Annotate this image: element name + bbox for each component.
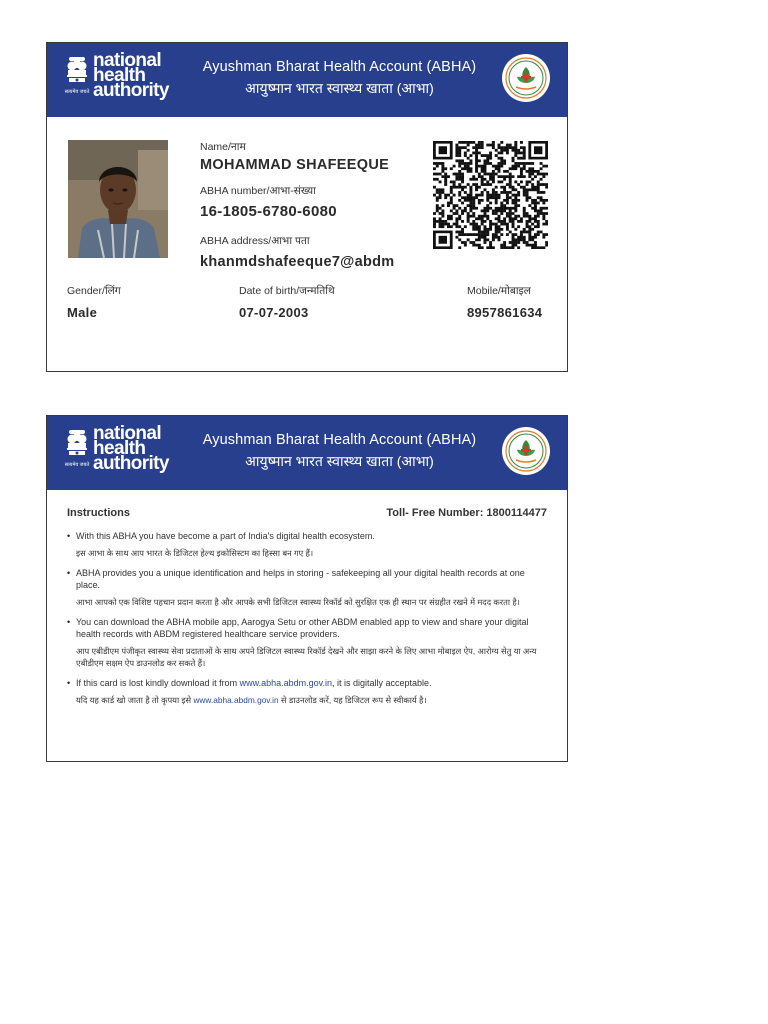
instruction-item	[67, 567, 537, 608]
header-title-hi: आयुष्मान भारत स्वास्थ्य खाता (आभा)	[245, 80, 434, 96]
bullet-icon: •	[67, 568, 71, 578]
national-emblem-icon	[63, 428, 91, 472]
nha-line-1: national	[93, 423, 162, 444]
nha-line-3: authority	[93, 80, 169, 101]
abdm-logo-icon	[501, 53, 551, 103]
bullet-icon: •	[67, 678, 71, 688]
emblem-motto: सत्यमेव जयते	[64, 462, 90, 468]
name-value: MOHAMMAD SHAFEEQUE	[200, 157, 390, 173]
instruction-hi: इस आभा के साथ आप भारत के डिजिटल हेल्थ इकोसिस्टम का हिस्सा बन गए हैं।	[76, 548, 314, 558]
abha-card-front	[46, 42, 568, 372]
name-label: Name/नाम	[200, 141, 246, 153]
header-title-en: Ayushman Bharat Health Account (ABHA)	[202, 432, 477, 448]
national-emblem-icon	[63, 55, 91, 99]
instruction-en	[76, 677, 537, 689]
dob-value: 07-07-2003	[239, 305, 309, 320]
nha-line-2: health	[93, 65, 146, 86]
instruction-item	[67, 616, 537, 669]
gender-value: Male	[67, 305, 98, 320]
card-header	[47, 43, 567, 117]
instruction-text: से डाउनलोड करें, यह डिजिटल रूप से स्वीकार्य है।	[278, 695, 427, 705]
instruction-item	[67, 677, 537, 706]
nha-line-2: health	[93, 438, 146, 459]
dob-label: Date of birth/जन्मतिथि	[239, 285, 335, 297]
instruction-hi	[76, 694, 537, 706]
abha-card-back	[46, 415, 568, 762]
header-title-hi: आयुष्मान भारत स्वास्थ्य खाता (आभा)	[245, 453, 434, 469]
card-header	[47, 416, 567, 490]
emblem-motto: सत्यमेव जयते	[64, 89, 90, 95]
instructions-title: Instructions	[67, 507, 130, 519]
gender-label: Gender/लिंग	[67, 285, 121, 297]
qr-code[interactable]	[433, 141, 548, 249]
nha-line-3: authority	[93, 453, 169, 474]
abha-address-value: khanmdshafeeque7@abdm	[200, 254, 395, 270]
instruction-text: , it is digitally acceptable.	[331, 678, 432, 688]
bullet-icon: •	[67, 617, 71, 627]
header-title-en: Ayushman Bharat Health Account (ABHA)	[202, 59, 477, 75]
instruction-item	[67, 530, 537, 559]
bullet-icon: •	[67, 531, 71, 541]
abha-address-label: ABHA address/आभा पता	[200, 235, 310, 247]
header-title	[187, 430, 492, 472]
instruction-hi: आप एबीडीएम पंजीकृत स्वास्थ्य सेवा प्रदाताओं के साथ अपने डिजिटल स्वास्थ्य रिकॉर्ड देखने और साझा करने के लिए आभा मोबाइल ऐप, आरोग्य सेतु या अन्य एबीडीएम सक्षम ऐप डाउनलोड कर सकते हैं।	[76, 646, 537, 668]
instruction-hi: आभा आपको एक विशिष्ट पहचान प्रदान करता है और आपके सभी डिजिटल स्वास्थ्य रिकॉर्ड को सुरक्षित एक ही स्थान पर संग्रहीत रखने में मदद करता है।	[76, 597, 520, 607]
instruction-en: ABHA provides you a unique identification and helps in storing - safekeeping all your digital health records at one place.	[76, 568, 525, 590]
abha-number-label: ABHA number/आभा-संख्या	[200, 185, 316, 197]
abha-number-value: 16-1805-6780-6080	[200, 203, 337, 220]
nha-wordmark	[93, 50, 169, 101]
abdm-logo-icon	[501, 426, 551, 476]
instruction-en: You can download the ABHA mobile app, Aarogya Setu or other ABDM enabled app to view and share your digital health records with ABDM registered healthcare service providers.	[76, 617, 529, 639]
instruction-text: यदि यह कार्ड खो जाता है तो कृपया इसे	[76, 695, 194, 705]
mobile-value: 8957861634	[467, 305, 543, 320]
instruction-text: If this card is lost kindly download it from	[76, 678, 240, 688]
nha-logo	[61, 423, 179, 476]
nha-line-1: national	[93, 50, 162, 71]
toll-free-number: Toll- Free Number: 1800114477	[386, 507, 547, 519]
abha-website-link[interactable]: www.abha.abdm.gov.in	[239, 678, 332, 688]
mobile-label: Mobile/मोबाइल	[467, 285, 531, 297]
nha-logo	[61, 50, 179, 103]
header-title	[187, 57, 492, 99]
nha-wordmark	[93, 423, 169, 474]
instruction-en: With this ABHA you have become a part of India's digital health ecosystem.	[76, 531, 375, 541]
instructions-list	[67, 530, 537, 714]
abha-website-link-hi[interactable]: www.abha.abdm.gov.in	[193, 695, 279, 705]
person-photo	[68, 140, 168, 258]
